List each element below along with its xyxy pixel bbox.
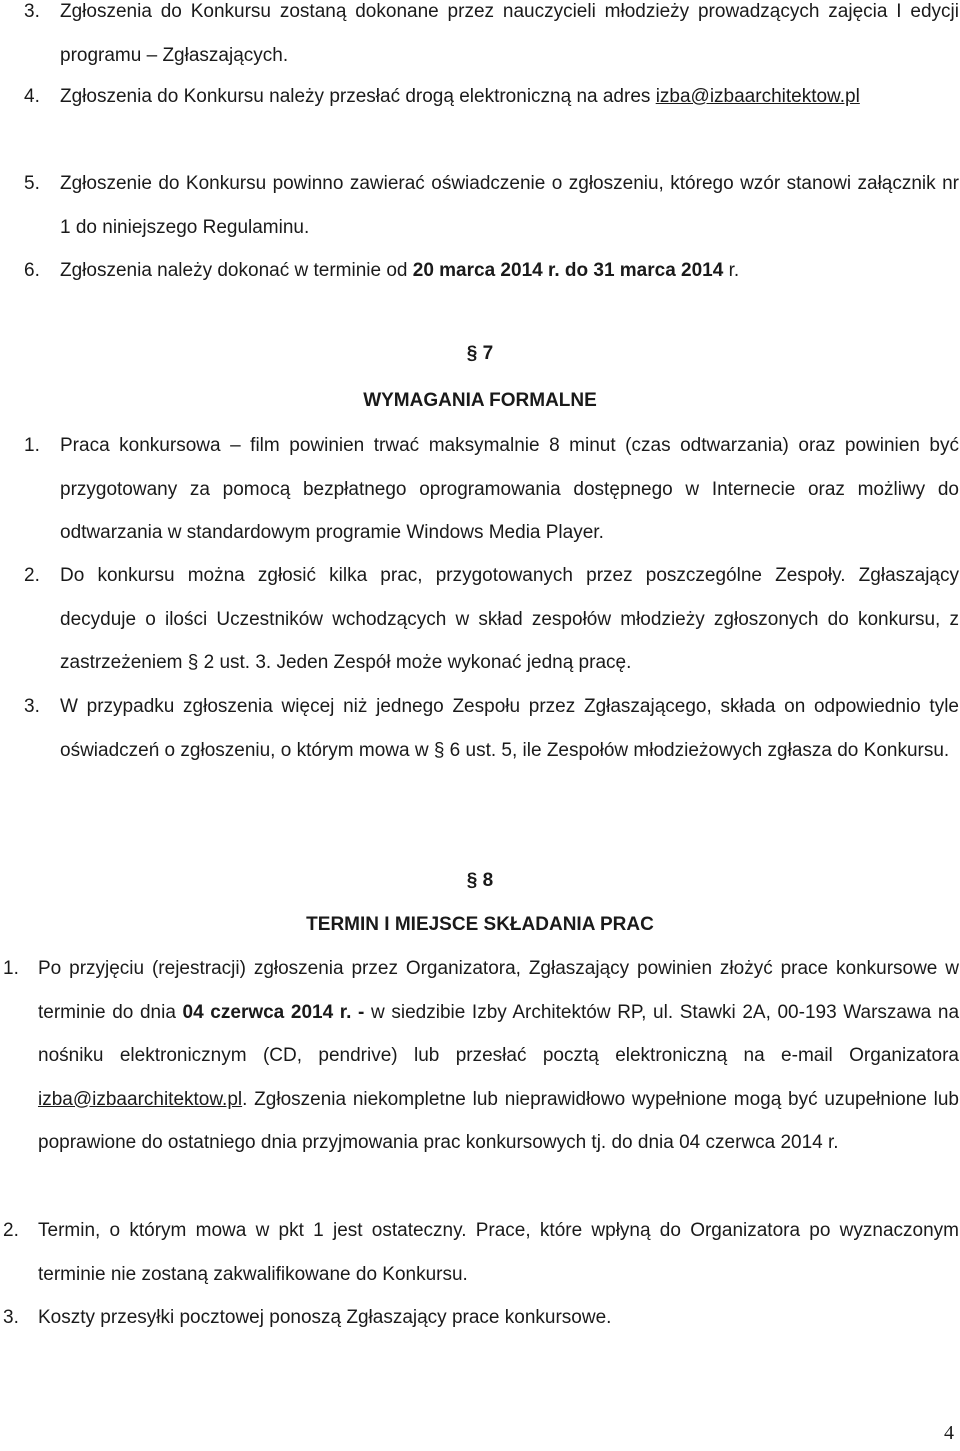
item-text-end: r. [728,260,740,281]
list-item [24,424,959,555]
item-number: 6. [24,260,40,281]
section-7-heading [0,343,960,365]
item-text-cont: w siedzibie Izby Architektów RP, ul. Stawki 2A, 00-193 Warszawa na nośniku elektronicznym (CD, pendrive) lub przesłać pocztą elektroniczną na e-mail Organizatora [38,1001,960,1066]
section-8-heading [0,870,960,892]
item-number: 3. [24,1,40,22]
list-item [24,685,959,772]
item-text: Do konkursu można zgłosić kilka prac, przygotowanych przez poszczególne Zespoły. Zgłaszający decyduje o ilości Uczestników wchodzących w skład zespołów młodzieży zgłoszonych do konkursu, z zastrzeżeniem § 2 ust. 3. Jeden Zespół może wykonać jedną pracę. [60,565,959,673]
item-number: 4. [24,86,40,107]
item-text: W przypadku zgłoszenia więcej niż jednego Zespołu przez Zgłaszającego, składa on odpowiednio tyle oświadczeń o zgłoszeniu, o którym mowa w § 6 ust. 5, ile Zespołów młodzieżowych zgłasza do Konkursu. [60,696,959,761]
list-item [3,1209,959,1296]
section-mark: § [466,343,478,364]
section-mark: § [466,870,478,891]
email-link[interactable]: izba@izbaarchitektow.pl [655,86,860,107]
list-item [24,75,959,119]
date-range: 20 marca 2014 r. do 31 marca 2014 [412,260,724,281]
page-number: 4 [944,1422,954,1444]
list-item [24,0,959,77]
list-item [24,162,959,249]
section-number: 7 [482,343,494,364]
item-text: Po przyjęciu (rejestracji) zgłoszenia przez Organizatora, Zgłaszający powinien złożyć prace konkursowe w terminie do dnia [38,958,959,1023]
list-item [24,554,959,685]
item-number: 5. [24,173,40,194]
item-number: 2. [3,1220,19,1241]
item-number: 3. [3,1307,19,1328]
item-text: Praca konkursowa – film powinien trwać maksymalnie 8 minut (czas odtwarzania) oraz powinien być przygotowany za pomocą bezpłatnego oprogramowania dostępnego w Internecie oraz możliwy do odtwarzania w standardowym programie Windows Media Player. [60,435,959,543]
item-text: Zgłoszenia do Konkursu zostaną dokonane przez nauczycieli młodzieży prowadzących zajęcia I edycji programu – Zgłaszających. [60,1,959,66]
deadline-date: 04 czerwca 2014 r. - [182,1001,365,1023]
item-number: 1. [3,958,19,979]
item-number: 3. [24,696,40,717]
item-number: 2. [24,565,40,586]
item-text: Termin, o którym mowa w pkt 1 jest ostateczny. Prace, które wpłyną do Organizatora po wyznaczonym terminie nie zostaną zakwalifikowane do Konkursu. [38,1220,959,1285]
section-8-title: TERMIN I MIEJSCE SKŁADANIA PRAC [306,914,654,935]
list-item [3,947,959,1165]
list-item [3,1296,959,1340]
section-7-title: WYMAGANIA FORMALNE [363,390,597,411]
item-text: Zgłoszenie do Konkursu powinno zawierać oświadczenie o zgłoszeniu, którego wzór stanowi załącznik nr 1 do niniejszego Regulaminu. [60,173,959,238]
item-text: Zgłoszenia do Konkursu należy przesłać drogą elektroniczną na adres [60,86,651,107]
item-text: Zgłoszenia należy dokonać w terminie od [60,260,408,281]
item-number: 1. [24,435,40,456]
list-item [24,249,959,293]
section-number: 8 [482,870,494,891]
item-text-end: . Zgłoszenia niekompletne lub nieprawidłowo wypełnione mogą być uzupełnione lub poprawione do ostatniego dnia przyjmowania prac konkursowych tj. do dnia 04 czerwca 2014 r. [38,1088,959,1153]
item-text: Koszty przesyłki pocztowej ponoszą Zgłaszający prace konkursowe. [38,1307,612,1328]
email-link[interactable]: izba@izbaarchitektow.pl [38,1088,243,1110]
